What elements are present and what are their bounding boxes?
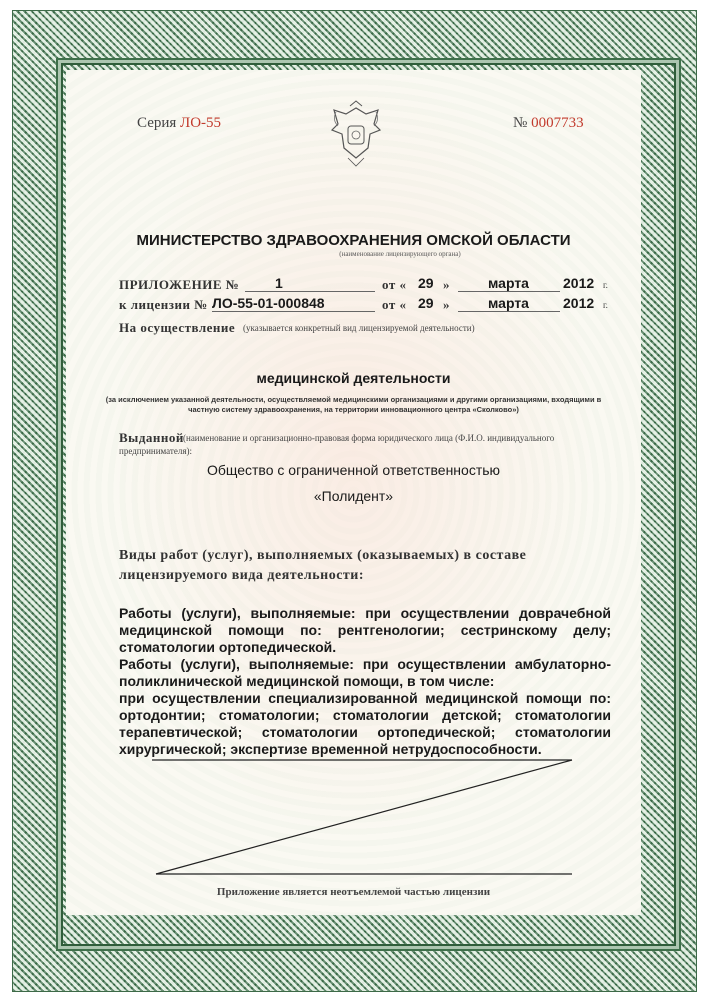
appendix-day: 29 xyxy=(418,275,434,291)
issuer-name: МИНИСТЕРСТВО ЗДРАВООХРАНЕНИЯ ОМСКОЙ ОБЛАСТИ xyxy=(136,232,571,249)
appendix-year-suffix: г. xyxy=(603,280,608,290)
license-month xyxy=(458,295,560,312)
license-label: к лицензии № xyxy=(119,297,208,312)
appendix-label: ПРИЛОЖЕНИЕ № xyxy=(119,277,240,292)
appendix-number-value: 1 xyxy=(275,275,283,291)
issuer-caption: (наименование лицензирующего органа) xyxy=(339,250,461,258)
number-value: 0007733 xyxy=(531,115,584,131)
activity-note-line2: частную систему здравоохранения, на территории инновационного центра «Сколково») xyxy=(188,405,519,414)
license-year: 2012 xyxy=(563,295,595,311)
works-heading-line1: Виды работ (услуг), выполняемых (оказываемых) в составе xyxy=(119,548,527,563)
works-heading-line2: лицензируемого вида деятельности: xyxy=(119,568,365,583)
series xyxy=(137,115,221,132)
activity-value: медицинской деятельности xyxy=(256,370,451,386)
holder-name-line2: «Полидент» xyxy=(313,488,394,504)
appendix-number xyxy=(245,275,375,292)
works-body xyxy=(119,605,611,758)
appendix-quote-close: » xyxy=(443,277,450,292)
appendix-date xyxy=(382,277,406,293)
series-value: ЛО-55 xyxy=(180,115,222,131)
activity-label: На осуществление xyxy=(119,320,236,335)
activity-note-line1: (за исключением указанной деятельности, осуществляемой медицинскими организациями и другими организациями, входящими в xyxy=(105,395,602,404)
appendix-year: 2012 xyxy=(563,275,595,291)
appendix-from-label: от xyxy=(382,277,396,292)
works-paragraph-1: Работы (услуги), выполняемые: при осуществлении доврачебной медицинской помощи по: рентгенологии; сестринскому делу; стоматологии ортопедической. xyxy=(119,605,611,655)
holder-name-line1: Общество с ограниченной ответственностью xyxy=(206,462,501,478)
form-number xyxy=(513,115,584,132)
holder-caption-line1: (наименование и организационно-правовая форма юридического лица (Ф.И.О. индивидуального xyxy=(183,433,555,443)
footer-note: Приложение является неотъемлемой частью лицензии xyxy=(216,886,491,898)
license-year-suffix: г. xyxy=(603,300,608,310)
number-label: № xyxy=(513,115,528,131)
license-from-label: от xyxy=(382,297,396,312)
license-month-value: марта xyxy=(488,295,529,311)
appendix-month-value: марта xyxy=(488,275,529,291)
license-number: ЛО-55-01-000848 xyxy=(212,295,375,312)
coat-of-arms-icon xyxy=(326,100,386,168)
license-day: 29 xyxy=(418,295,434,311)
appendix-quote-open: « xyxy=(399,277,407,292)
series-label: Серия xyxy=(137,115,177,131)
license-quote-close: » xyxy=(443,297,450,312)
activity-caption: (указывается конкретный вид лицензируемой деятельности) xyxy=(243,323,475,333)
holder-caption-line2: предпринимателя): xyxy=(119,446,192,456)
appendix-month xyxy=(458,275,560,292)
holder-label: Выданной xyxy=(119,430,184,445)
license-quote-open: « xyxy=(399,297,407,312)
strike-through-z xyxy=(150,752,575,882)
works-paragraph-3: при осуществлении специализированной медицинской помощи по: ортодонтии; стоматологии; стоматологии детской; стоматологии терапевтической; стоматологии ортопедической; стоматологии хирургической; экспертизе временной нетрудоспособности. xyxy=(119,690,611,757)
works-paragraph-2: Работы (услуги), выполняемые: при осуществлении амбулаторно-поликлинической медицинской помощи, в том числе: xyxy=(119,656,611,689)
license-date xyxy=(382,297,406,313)
